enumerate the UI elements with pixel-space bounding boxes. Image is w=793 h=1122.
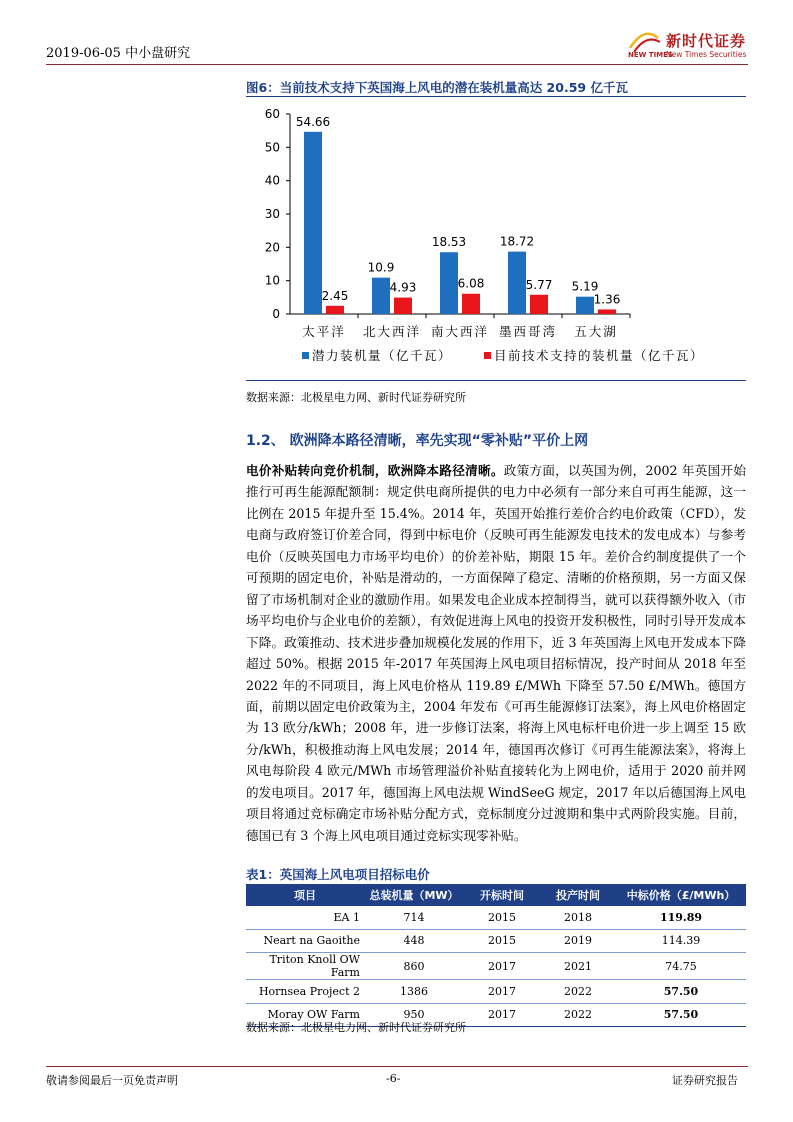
x-category-label: 北大西洋 — [362, 324, 422, 339]
y-tick-label: 50 — [264, 140, 280, 155]
x-category-label: 太平洋 — [302, 324, 346, 339]
table-header-row — [246, 884, 746, 906]
table-header-cell: 项目 — [246, 884, 364, 906]
table-cell-price: 57.50 — [616, 980, 746, 1004]
table-cell-operation: 2022 — [540, 1003, 616, 1027]
table-source: 数据来源：北极星电力网、新时代证券研究所 — [246, 1021, 466, 1034]
footer-report-type: 证券研究报告 — [672, 1074, 738, 1087]
table-cell-operation: 2019 — [540, 929, 616, 953]
table-cell-capacity: 1386 — [364, 980, 464, 1004]
table-header-cell: 总装机量（MW） — [364, 884, 464, 906]
bar-potential — [304, 132, 322, 314]
y-tick-label: 20 — [264, 240, 280, 255]
y-tick-label: 60 — [264, 107, 280, 121]
bar-value-label: 6.08 — [457, 276, 485, 291]
table-cell-price: 74.75 — [616, 953, 746, 980]
table-cell-capacity: 448 — [364, 929, 464, 953]
bar-value-label: 10.9 — [367, 260, 395, 275]
legend-label: 目前技术支持的装机量（亿千瓦） — [494, 348, 705, 363]
figure-bottom-rule — [246, 380, 746, 381]
table-row — [246, 980, 746, 1004]
logo-badge-icon — [626, 28, 673, 62]
table-cell-tender: 2017 — [464, 980, 540, 1004]
bar-potential — [576, 297, 594, 314]
table-cell-name: Neart na Gaoithe — [246, 929, 364, 953]
section-title: 1.2、 欧洲降本路径清晰，率先实现“零补贴”平价上网 — [246, 433, 589, 449]
x-category-label: 五大湖 — [574, 324, 618, 339]
table-cell-operation: 2021 — [540, 953, 616, 980]
bar-value-label: 2.45 — [321, 288, 349, 303]
y-tick-label: 10 — [264, 273, 280, 288]
bar-current — [394, 298, 412, 314]
bar-value-label: 4.93 — [389, 280, 417, 295]
table-cell-name: Hornsea Project 2 — [246, 980, 364, 1004]
logo-chinese-name: 新时代证券 — [666, 32, 747, 50]
table-cell-operation: 2018 — [540, 906, 616, 929]
table-cell-tender: 2017 — [464, 953, 540, 980]
table-cell-price: 114.39 — [616, 929, 746, 953]
table-cell-price: 119.89 — [616, 906, 746, 929]
bar-current — [598, 309, 616, 314]
header-date-tag: 2019-06-05 中小盘研究 — [46, 46, 191, 61]
tender-price-table — [246, 884, 746, 1027]
table-header-cell: 投产时间 — [540, 884, 616, 906]
figure-title: 图6：当前技术支持下英国海上风电的潜在装机量高达 20.59 亿千瓦 — [246, 80, 628, 95]
table-cell-name: EA 1 — [246, 906, 364, 929]
table-cell-name: Moray OW Farm — [246, 1003, 364, 1027]
bar-current — [326, 306, 344, 314]
bar-value-label: 1.36 — [593, 292, 621, 307]
bar-value-label: 18.72 — [499, 234, 535, 249]
bar-value-label: 54.66 — [295, 114, 331, 129]
table-header-cell: 中标价格（£/MWh） — [616, 884, 746, 906]
figure-source: 数据来源：北极星电力网、新时代证券研究所 — [246, 391, 466, 404]
legend-label: 潜力装机量（亿千瓦） — [312, 348, 453, 363]
page-number: -6- — [386, 1072, 401, 1085]
bar-chart — [246, 100, 746, 388]
table-cell-name: Triton Knoll OW Farm — [246, 953, 364, 980]
header-divider — [46, 64, 748, 65]
x-category-label: 南大西洋 — [430, 324, 490, 339]
table-cell-capacity: 860 — [364, 953, 464, 980]
legend-swatch — [302, 352, 309, 359]
table-cell-tender: 2015 — [464, 906, 540, 929]
y-tick-label: 0 — [272, 307, 280, 321]
table-row — [246, 906, 746, 929]
table-row — [246, 953, 746, 980]
body-paragraph — [246, 460, 746, 846]
table-title: 表1：英国海上风电项目招标电价 — [246, 867, 430, 882]
bar-potential — [440, 252, 458, 314]
svg-text:NEW TIMES: NEW TIMES — [628, 51, 673, 59]
table-cell-tender: 2015 — [464, 929, 540, 953]
table-cell-operation: 2022 — [540, 980, 616, 1004]
bar-value-label: 5.19 — [571, 279, 599, 294]
logo-english-name: New Times Securities — [666, 50, 747, 59]
bar-current — [462, 294, 480, 314]
y-tick-label: 30 — [264, 207, 280, 221]
table-cell-price: 57.50 — [616, 1003, 746, 1027]
footer-divider — [46, 1066, 748, 1067]
y-tick-label: 40 — [264, 173, 280, 188]
bar-value-label: 18.53 — [431, 235, 467, 250]
legend-swatch — [484, 352, 491, 359]
footer-disclaimer: 敬请参阅最后一页免责声明 — [46, 1074, 178, 1087]
x-category-label: 墨西哥湾 — [498, 324, 558, 339]
figure-top-rule — [246, 96, 746, 97]
bar-potential — [508, 252, 526, 314]
table-cell-capacity: 714 — [364, 906, 464, 929]
table-cell-capacity: 950 — [364, 1003, 464, 1027]
brand-logo — [626, 28, 750, 62]
table-cell-tender: 2017 — [464, 1003, 540, 1027]
bar-current — [530, 295, 548, 314]
bar-value-label: 5.77 — [525, 277, 553, 292]
body-text: 政策方面，以英国为例，2002 年英国开始推行可再生能源配额制：规定供电商所提供的电力中必须有一部分来自可再生能源，这一比例在 2015 年提升至 15.4%。2014 年，英国开始推行差价合约电价政策（CFD），发电商与政府签订价差合同，得到中标电价（反映可再生能源发电技术的发电成本）与参考电价（反映英国电力市场平均电价）的价差补贴，期限 15 年。差价合约制度提供了一个可预期的固定电价，补贴是滑动的，一方面保障了稳定、清晰的价格预期，另一方面又保留了市场机制对企业的激励作用。如果发电企业成本控制得当，就可以获得额外收入（市场平均电价与企业电价的差额），有效促进海上风电的投资开发积极性，同时引导开发成本下降。政策推动、技术进步叠加规模化发展的作用下，近 3 年英国海上风电开发成本下降超过 50%。根据 2015 年-2017 年英国海上风电项目招标情况，投产时间从 2018 年至 2022 年的不同项目，海上风电价格从 119.89 £/MWh 下降至 57.50 £/MWh。德国方面，前期以固定电价政策为主，2004 年发布《可再生能源修订法案》，海上风电价格固定为 13 欧分/kWh；2008 年，进一步修订法案，将海上风电标杆电价进一步上调至 15 欧分/kWh，积极推动海上风电发展；2014 年，德国再次修订《可再生能源法案》，将海上风电每阶段 4 欧元/MWh 市场管理溢价补贴直接转化为上网电价，适用于 2020 前并网的发电项目。2017 年，德国海上风电法规 WindSeeG 规定，2017 年以后德国海上风电项目将通过竞标确定市场补贴分配方式，竞标制度分过渡期和集中式两阶段实施。目前，德国已有 3 个海上风电项目通过竞标实现零补贴。 — [246, 463, 746, 843]
bar-potential — [372, 278, 390, 314]
table-row — [246, 929, 746, 953]
table-header-cell: 开标时间 — [464, 884, 540, 906]
body-lead: 电价补贴转向竞价机制，欧洲降本路径清晰。 — [246, 463, 504, 478]
